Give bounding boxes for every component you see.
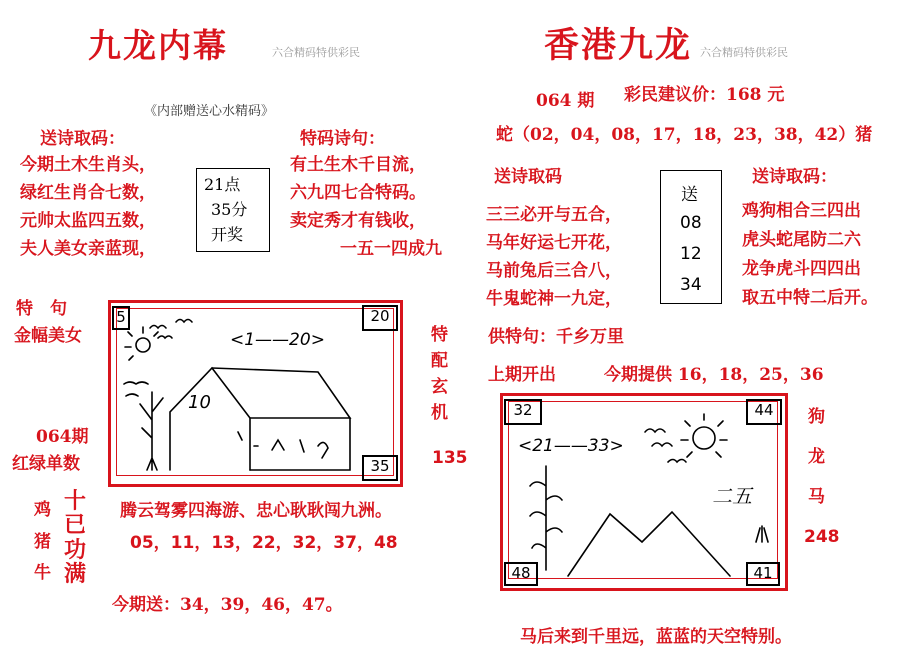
left-side-label-4: 机 — [431, 403, 448, 423]
left-side-label-1: 特 — [431, 325, 448, 345]
left-sketch-text: <1——20> — [230, 330, 325, 350]
left-poem-a-line-3: 元帅太监四五数， — [20, 211, 156, 231]
right-zodiac-line: 蛇（02，04，08，17，18，23，38，42）猪 — [496, 125, 873, 145]
right-poem-a-header: 送诗取码 — [494, 167, 562, 187]
right-bottom-verse: 马后来到千里远，蓝蓝的天空特别。 — [520, 627, 792, 647]
left-side-label-3: 玄 — [431, 377, 448, 397]
right-poem-a-line-3: 马前兔后三合八， — [486, 261, 622, 281]
right-corner-tl: 32 — [504, 399, 542, 425]
left-poem-a-line-2: 绿红生肖合七数， — [20, 183, 156, 203]
right-corner-bl: 48 — [504, 562, 538, 586]
right-this-issue: 今期提供 16，18，25，36 — [604, 365, 824, 385]
left-big-char-3: 功 — [64, 537, 87, 563]
left-side-number: 135 — [432, 448, 468, 468]
left-issue-sub: 红绿单数 — [12, 454, 80, 474]
right-send-box-num-1: 08 — [680, 213, 702, 233]
right-issue: 064 期 — [536, 91, 595, 111]
right-poem-b-line-3: 龙争虎斗四四出 — [742, 259, 861, 279]
right-sketch-mark: 二五 — [712, 484, 752, 508]
left-poem-a-line-1: 今期土木生肖头， — [20, 155, 156, 175]
left-special-label: 特 句 — [16, 299, 67, 319]
left-draw-time-hour: 21点 — [204, 175, 241, 194]
left-big-char-1: 十 — [64, 488, 87, 514]
right-sketch-text: <21——33> — [518, 436, 624, 456]
right-price: 彩民建议价：168 元 — [624, 85, 785, 105]
right-send-box-label: 送 — [681, 185, 698, 205]
right-side-number: 248 — [804, 527, 840, 547]
left-corner-br: 35 — [362, 455, 398, 481]
right-send-box-num-2: 12 — [680, 244, 702, 264]
left-poem-b-line-1: 有土生木千目流， — [290, 155, 426, 175]
left-verse: 腾云驾雾四海游、忠心耿耿闯九洲。 — [120, 501, 392, 521]
right-poem-b-header: 送诗取码： — [752, 167, 837, 187]
left-draw-time-open: 开奖 — [211, 225, 244, 244]
left-animal-2: 猪 — [34, 532, 51, 552]
left-big-char-2: 已 — [64, 512, 87, 538]
right-corner-tr: 44 — [746, 399, 782, 425]
right-poem-b-line-4: 取五中特二后开。 — [742, 288, 878, 308]
left-send: 今期送：34，39，46，47。 — [112, 595, 343, 615]
right-poem-b-line-2: 虎头蛇尾防二六 — [742, 230, 861, 250]
right-send-box-num-3: 34 — [680, 275, 702, 295]
left-special-phrase: 金幅美女 — [14, 326, 82, 346]
right-side-animal-2: 龙 — [808, 447, 825, 467]
right-title: 香港九龙 — [544, 25, 693, 66]
right-last-open: 上期开出 — [488, 365, 556, 385]
left-corner-tl: 5 — [112, 306, 130, 330]
left-poem-a-line-4: 夫人美女亲蓝现， — [20, 239, 156, 259]
left-poem-b-line-4: 一五一四成九 — [340, 239, 442, 259]
right-subtitle: 六合精码特供彩民 — [700, 46, 788, 59]
right-side-animal-3: 马 — [808, 487, 825, 507]
left-sketch-number: 10 — [188, 392, 211, 413]
left-poem-b-header: 特码诗句： — [300, 129, 385, 149]
left-corner-tr: 20 — [362, 305, 398, 331]
left-numbers: 05，11，13，22，32，37，48 — [130, 533, 398, 553]
left-draw-time-min: 35分 — [211, 200, 248, 219]
left-side-label-2: 配 — [431, 351, 448, 371]
left-big-char-4: 满 — [64, 561, 87, 587]
right-poem-a-line-4: 牛鬼蛇神一九定， — [486, 289, 622, 309]
right-poem-a-line-2: 马年好运七开花， — [486, 233, 622, 253]
left-poem-b-line-2: 六九四七合特码。 — [290, 183, 426, 203]
right-special-sentence: 供特句：千乡万里 — [488, 327, 624, 347]
left-title: 九龙内幕 — [88, 26, 228, 65]
left-subtitle: 六合精码特供彩民 — [272, 46, 360, 59]
left-issue: 064期 — [36, 427, 89, 447]
left-inner-note: 《内部赠送心水精码》 — [144, 104, 275, 119]
right-corner-br: 41 — [746, 562, 780, 586]
left-poem-a-header: 送诗取码： — [40, 129, 125, 149]
right-side-animal-1: 狗 — [808, 407, 825, 427]
left-animal-1: 鸡 — [34, 500, 51, 520]
right-poem-a-line-1: 三三必开与五合， — [486, 205, 622, 225]
left-poem-b-line-3: 卖定秀才有钱收， — [290, 211, 426, 231]
left-animal-3: 牛 — [34, 563, 51, 583]
right-poem-b-line-1: 鸡狗相合三四出 — [742, 201, 861, 221]
